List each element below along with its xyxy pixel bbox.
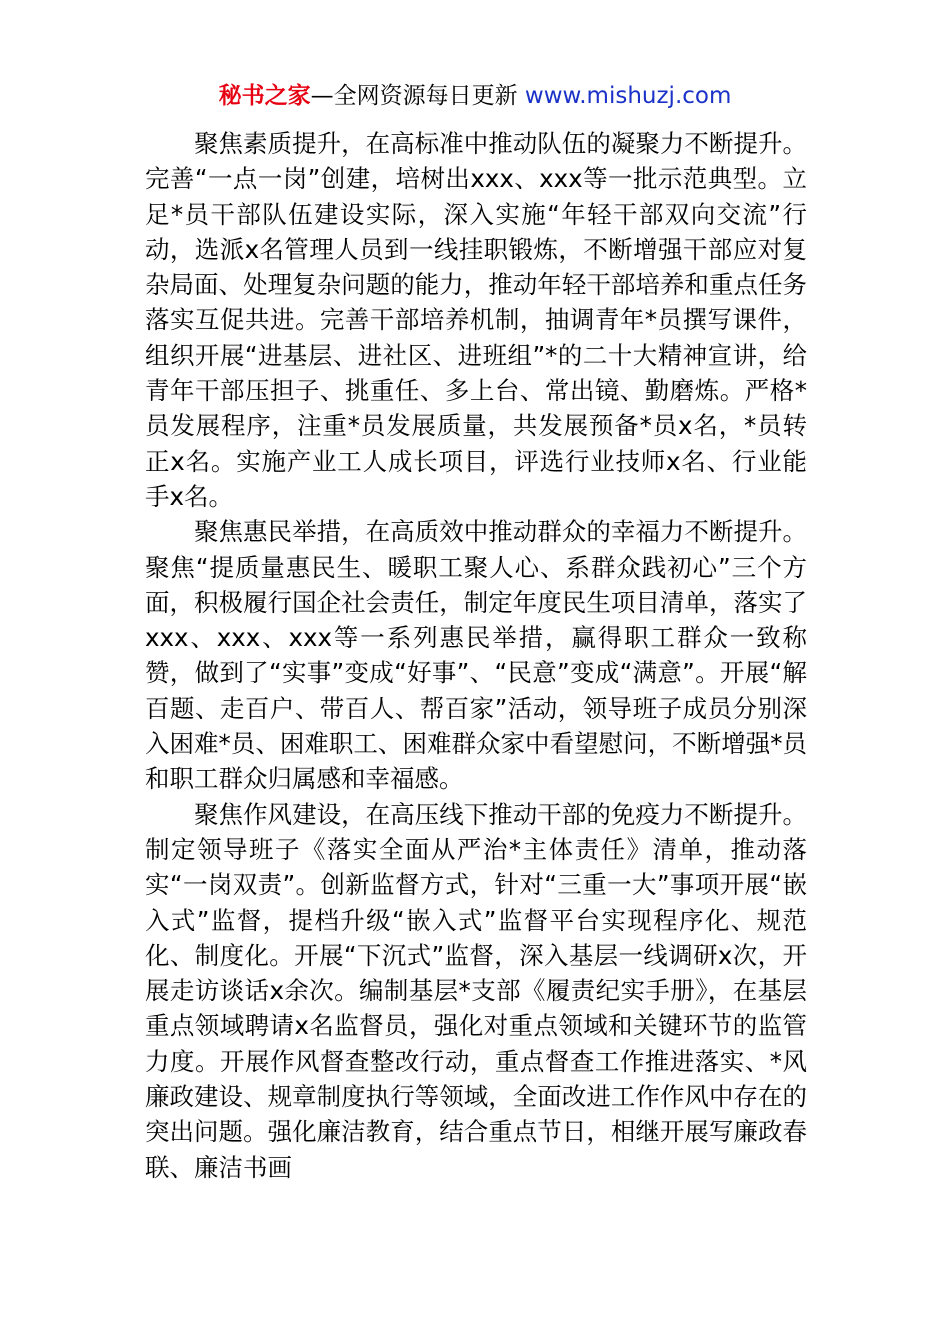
site-tagline: —全网资源每日更新 bbox=[310, 83, 525, 109]
site-brand: 秘书之家 bbox=[218, 83, 311, 109]
paragraph-quality: 聚焦素质提升，在高标准中推动队伍的凝聚力不断提升。完善“一点一岗”创建，培树出xxx、xxx等一批示范典型。立足*员干部队伍建设实际，深入实施“年轻干部双向交流”行动，选派x名管理人员到一线挂职锻炼，不断增强干部应对复杂局面、处理复杂问题的能力，推动年轻干部培养和重点任务落实互促共进。完善干部培养机制，抽调青年*员撰写课件，组织开展“进基层、进社区、进班组”*的二十大精神宣讲，给青年干部压担子、挑重任、多上台、常出镜、勤磨炼。严格*员发展程序，注重*员发展质量，共发展预备*员x名，*员转正x名。实施产业工人成长项目，评选行业技师x名、行业能手x名。 bbox=[145, 129, 807, 511]
paragraph-work-style: 聚焦作风建设，在高压线下推动干部的免疫力不断提升。制定领导班子《落实全面从严治*主体责任》清单，推动落实“一岗双责”。创新监督方式，针对“三重一大”事项开展“嵌入式”监督，提档升级“嵌入式”监督平台实现程序化、规范化、制度化。开展“下沉式”监督，深入基层一线调研x次，开展走访谈话x余次。编制基层*支部《履责纪实手册》，在基层重点领域聘请x名监督员，强化对重点领域和关键环节的监管力度。开展作风督查整改行动，重点督查工作推进落实、*风廉政建设、规章制度执行等领域，全面改进工作作风中存在的突出问题。强化廉洁教育，结合重点节日，相继开展写廉政春联、廉洁书画 bbox=[145, 799, 807, 1182]
paragraph-livelihood: 聚焦惠民举措，在高质效中推动群众的幸福力不断提升。聚焦“提质量惠民生、暖职工聚人心、系群众践初心”三个方面，积极履行国企社会责任，制定年度民生项目清单，落实了xxx、xxx、xxx等一系列惠民举措，赢得职工群众一致称赞，做到了“实事”变成“好事”、“民意”变成“满意”。开展“解百题、走百户、带百人、帮百家”活动，领导班子成员分别深入困难*员、困难职工、困难群众家中看望慰问，不断增强*员和职工群众归属感和幸福感。 bbox=[145, 517, 807, 794]
document-body bbox=[145, 126, 807, 1185]
site-url-link[interactable]: www.mishuzj.com bbox=[524, 83, 732, 109]
site-header bbox=[0, 80, 950, 112]
